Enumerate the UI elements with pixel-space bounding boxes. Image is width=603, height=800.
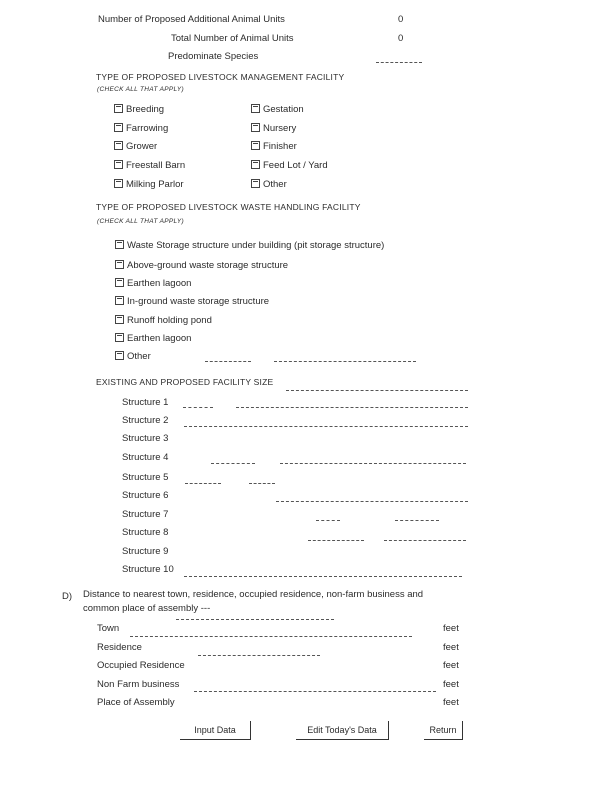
additional-units-value: 0 (398, 14, 404, 25)
management-instruction: (CHECK ALL THAT APPLY) (97, 86, 184, 93)
waste-item-checkbox[interactable] (115, 296, 124, 305)
distance-field[interactable] (194, 691, 436, 692)
structure-field[interactable] (384, 540, 466, 541)
total-units-value: 0 (398, 33, 404, 44)
structure-label: Structure 9 (122, 546, 169, 557)
waste-item-checkbox[interactable] (115, 260, 124, 269)
structure-field[interactable] (280, 463, 466, 464)
structure-label: Structure 10 (122, 564, 174, 575)
additional-units-label: Number of Proposed Additional Animal Units (98, 14, 285, 25)
breeding-checkbox[interactable] (114, 104, 123, 113)
structure-field[interactable] (276, 501, 468, 502)
return-button[interactable]: Return (424, 721, 463, 740)
structure-label: Structure 6 (122, 490, 169, 501)
facility-header-line (286, 390, 468, 391)
waste-item-label: Earthen lagoon (127, 333, 192, 344)
other-waste-field-a[interactable] (205, 361, 251, 362)
waste-item-label: In-ground waste storage structure (127, 296, 270, 307)
farrowing-label: Farrowing (126, 123, 169, 134)
species-label: Predominate Species (168, 51, 259, 62)
distance-unit: feet (443, 660, 459, 671)
structure-field[interactable] (249, 483, 275, 484)
input-data-button[interactable]: Input Data (180, 721, 251, 740)
structure-label: Structure 5 (122, 472, 169, 483)
nursery-checkbox[interactable] (251, 123, 260, 132)
structure-field[interactable] (185, 483, 221, 484)
feed-lot-label: Feed Lot / Yard (263, 160, 328, 171)
waste-item-checkbox[interactable] (115, 240, 124, 249)
feed-lot-checkbox[interactable] (251, 160, 260, 169)
structure-field[interactable] (183, 407, 213, 408)
management-heading: TYPE OF PROPOSED LIVESTOCK MANAGEMENT FACILITY (96, 72, 345, 82)
waste-heading: TYPE OF PROPOSED LIVESTOCK WASTE HANDLING FACILITY (96, 202, 361, 212)
waste-item-label: Earthen lagoon (127, 278, 192, 289)
structure-field[interactable] (211, 463, 255, 464)
freestall-barn-checkbox[interactable] (114, 160, 123, 169)
waste-item-label: Runoff holding pond (127, 315, 212, 326)
milking-parlor-checkbox[interactable] (114, 179, 123, 188)
structure-field[interactable] (316, 520, 340, 521)
edit-todays-data-button[interactable]: Edit Today's Data (296, 721, 389, 740)
species-field[interactable] (376, 62, 422, 63)
gestation-label: Gestation (263, 104, 304, 115)
structure-field[interactable] (236, 407, 468, 408)
distance-header-line (176, 619, 334, 620)
distance-field[interactable] (130, 636, 412, 637)
section-marker: D) (62, 591, 73, 602)
finisher-checkbox[interactable] (251, 141, 260, 150)
total-units-label: Total Number of Animal Units (171, 33, 294, 44)
distance-row-label: Occupied Residence (97, 660, 185, 671)
milking-parlor-label: Milking Parlor (126, 179, 184, 190)
structure-label: Structure 1 (122, 397, 169, 408)
distance-row-label: Non Farm business (97, 679, 180, 690)
grower-label: Grower (126, 141, 158, 152)
waste-item-checkbox[interactable] (115, 278, 124, 287)
distance-row-label: Town (97, 623, 120, 634)
distance-unit: feet (443, 642, 459, 653)
gestation-checkbox[interactable] (251, 104, 260, 113)
structure-label: Structure 4 (122, 452, 169, 463)
other-management-label: Other (263, 179, 287, 190)
structure-label: Structure 7 (122, 509, 169, 520)
structure-field[interactable] (395, 520, 439, 521)
distance-unit: feet (443, 679, 459, 690)
waste-item-checkbox[interactable] (115, 333, 124, 342)
other-management-checkbox[interactable] (251, 179, 260, 188)
waste-item-label: Above-ground waste storage structure (127, 260, 289, 271)
distance-unit: feet (443, 697, 459, 708)
structure-label: Structure 2 (122, 415, 169, 426)
freestall-barn-label: Freestall Barn (126, 160, 186, 171)
breeding-label: Breeding (126, 104, 165, 115)
finisher-label: Finisher (263, 141, 297, 152)
waste-instruction: (CHECK ALL THAT APPLY) (97, 218, 184, 225)
structure-field[interactable] (184, 426, 468, 427)
waste-item-checkbox[interactable] (115, 351, 124, 360)
distance-field[interactable] (198, 655, 320, 656)
structure-field[interactable] (308, 540, 364, 541)
distance-intro-line2: common place of assembly --- (83, 603, 211, 614)
distance-intro-line1: Distance to nearest town, residence, occupied residence, non-farm business and (83, 589, 424, 600)
distance-row-label: Residence (97, 642, 142, 653)
facility-heading: EXISTING AND PROPOSED FACILITY SIZE (96, 377, 274, 387)
waste-item-label: Other (127, 351, 151, 362)
distance-unit: feet (443, 623, 459, 634)
waste-item-checkbox[interactable] (115, 315, 124, 324)
waste-item-label: Waste Storage structure under building (pit storage structure) (127, 240, 385, 251)
structure-field[interactable] (184, 576, 462, 577)
farrowing-checkbox[interactable] (114, 123, 123, 132)
grower-checkbox[interactable] (114, 141, 123, 150)
other-waste-field-b[interactable] (274, 361, 416, 362)
structure-label: Structure 8 (122, 527, 169, 538)
structure-label: Structure 3 (122, 433, 169, 444)
nursery-label: Nursery (263, 123, 297, 134)
distance-row-label: Place of Assembly (97, 697, 175, 708)
